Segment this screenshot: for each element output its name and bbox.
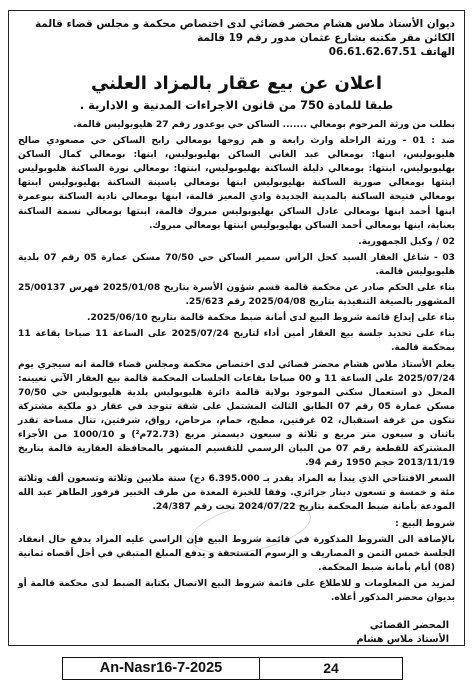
paragraph-deposit: بناء على إيداع قائمة شروط البيع لدى أمانة ضبط محكمة قالمة بتاريخ 2025/06/10. bbox=[87, 313, 455, 324]
office-phone bbox=[18, 45, 455, 59]
paragraph-claimant: بطلب من ورثة المرحوم بومعالي ....... الساكن حي بوعدور رقم 27 هليوبوليس قالمة. bbox=[73, 120, 455, 130]
notice-title: اعلان عن بيع عقار بالمزاد العلني bbox=[90, 73, 383, 94]
paragraph-property: يعلم الأستاذ ملاس هشام محضر قضائي لدى اختصاص محكمة ومجلس قضاء قالمة انه سيجري يوم 2025/07/24 على الساعة 11 و 00 صباحا بقاعات الجلسات المحكمة قالمة بيع العقار الآتي تعيينه: المحل ذو استعمال سكني الموجود بولاية قالمة دائرة هليوبوليس بلدية هليوبوليس حي 70/50 مسكن عمارة 05 رقم 07 الطابق الثالث المشتمل على شقة تتوجد في عقار ذو ملكية مشتركة تتكون من غرفة استقبال، 02 غرفتين، مطبخ، حمام، مرحاض، رواق، شرفتين، تنال مساحة تقدر باثنان و سبعون متر مربع و ثلاثة و سبعون ديسمتر مربع (72.73م²) و 1000/10 من الأجزاء المشتركة للقطعة رقم 07 من البيان الرسمي للتقسيم المشهر بالمحافظة العقارية قالمة بتاريخ 2013/11/19 حجم 1950 رقم 94. bbox=[18, 359, 456, 469]
phone-label: الهاتف bbox=[420, 46, 455, 58]
publication-code: An-Nasr16-7-2025 bbox=[62, 657, 260, 680]
office-address: الكائن مقر مكتبه بشارع عثمان مدور رقم 19 قالمة bbox=[197, 32, 455, 44]
notice-subtitle: طبقا للمادة 750 من قانون الاجراءات المدنية و الادارية . bbox=[79, 98, 394, 112]
paragraph-conditions: بالإضافة الى الشروط المذكورة في قائمة شروط البيع فإن الراسي عليه المزاد يدفع حال انعقاد الجلسة خمس الثمن و المصاريف و الرسوم المستحقة و يدفع المبلغ المتبقي في أجل أقصاه ثمانية (08) أيام بأمانة ضبط المحكمة. bbox=[18, 534, 455, 573]
bailiff-office-header bbox=[18, 17, 455, 59]
signature-name: الأستاذ ملاس هشام bbox=[356, 634, 449, 646]
paragraph-prosecutor: 02 / وكيل الجمهورية. bbox=[358, 236, 455, 247]
page-number: 24 bbox=[260, 657, 403, 680]
phone-number: 06.61.62.67.51 bbox=[328, 46, 417, 58]
paragraph-session: بناء على تحديد جلسة بيع العقار أمين أداء لتاريخ 2025/07/24 على الساعة 11 صباحا بقاعة 11 بمحكمة قالمة. bbox=[18, 329, 455, 354]
signature-title: المحضر القضائي bbox=[369, 620, 449, 632]
paragraph-judgment: بناء على الحكم صادر عن محكمة قالمة قسم شؤون الأسرة بتاريخ 2025/01/08 فهرس 25/00137 المشهور بالصيغة التنفيذية بتاريخ 2025/04/08 رقم 25/623. bbox=[18, 283, 455, 308]
paragraph-defendants: ضد : 01 - ورثة الراحلة وارث رابعة و هم زوجها بومعالي رابح الساكن حي مصعودي صالح هليوبوليس، ابنها: بومعالي عبد الغاني الساكن بهليوبوليس، ابنها: بومعالي كمال الساكن بهليوبوليس، ابنتها: بومعالي دليلة الساكنة بهليوبوليس، ابنتها: بومعالي نورة الساكنة هليوبوليس ابنتها بومعالي صورية الساكنة بهليوبوليس ابنها بومعالي ياسينة الساكنة بهليوبوليس ابنتها بومعالي فتيحة الساكنة بالمدينة الجديدة وادي المعيز قالمة، ابنها بومعالي نادية الساكنة ببوعمرة ابنها أحمد ابنها بومعالي عادل الساكن بهليوبوليس مبروك قالمة، ابنتها بومعالي نسمة الساكنة بعنابة، ابنها بومعالي أحمد الساكن بهليوبوليس ابنتها بومعالي مبروك. bbox=[18, 136, 456, 231]
paragraph-contact: لمزيد من المعلومات و للاطلاع على قائمة شروط البيع الاتصال بكتابة الضبط لدى محكمة قالمة أو بديوان محضر المذكور أعلاه. bbox=[18, 578, 455, 603]
signature-block bbox=[18, 619, 455, 646]
office-name: ديوان الأستاذ ملاس هشام محضر قضائي لدى اختصاص محكمة و مجلس قضاء قالمة bbox=[34, 18, 455, 30]
notice-frame bbox=[8, 10, 465, 646]
paragraph-opening-price: السعر الافتتاحي الذي يبدأ به المزاد يقدر بـ 6.395.000 دج) ستة ملايين وثلاثة وتسعون ألف وثلاثة مئة و خمسة و تسعون دينار جزائري. وفقا للخبرة المعدة من طرف الخبير فرفور الطاهر عبد الله المودعة بأمانة ضبط المحكمة بتاريخ 2024/07/22 تحت رقم 24/387. bbox=[18, 474, 455, 513]
paragraph-occupant: 03 - شاغل العقار السيد كحل الراس سمير الساكن حي 70/50 مسكن عمارة 05 رقم 07 بلدية هليوبوليس قالمة. bbox=[18, 252, 456, 277]
paragraph-conditions-heading: شروط البيع : bbox=[395, 518, 455, 529]
